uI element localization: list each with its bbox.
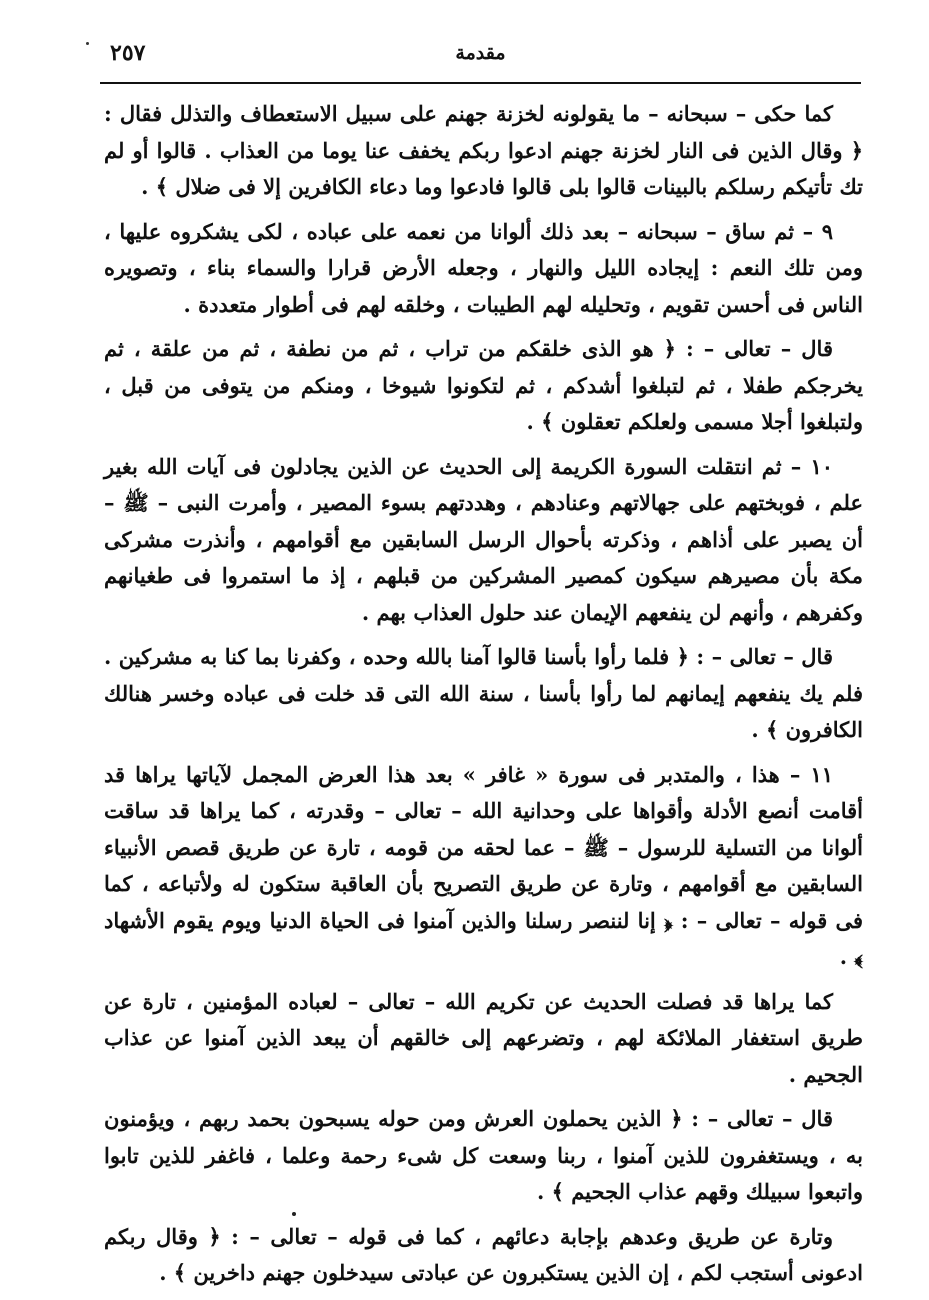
header-rule	[100, 82, 861, 84]
page-header	[100, 36, 861, 76]
body-text	[104, 96, 863, 1300]
running-head: مقدمة	[455, 42, 506, 64]
stray-ink-mark	[86, 42, 89, 45]
paragraph-quote-throne: قال – تعالى – : ﴿ الذين يحملون العرش ومن حوله يسبحون بحمد ربهم ، ويؤمنون به ، ويستغفرون للذين آمنوا ، ربنا وسعت كل شىء رحمة وعلما ، فاغفر للذين تابوا واتبعوا سبيلك وقهم عذاب الجحيم ﴾ .	[104, 1106, 863, 1204]
paragraph-10: ١٠ – ثم انتقلت السورة الكريمة إلى الحديث عن الذين يجادلون فى آيات الله بغير علم ، فوبختهم على جهالاتهم وعنادهم ، وهددتهم بسوء المصير ، وأمرت النبى – ﷺ – أن يصبر على أذاهم ، وذكرته بأحوال الرسل السابقين مع أقوامهم ، وأنذرت مشركى مكة بأن مصيرهم سيكون كمصير المشركين من قبلهم ، إذ ما استمروا فى طغيانهم وكفرهم ، وأنهم لن ينفعهم الإيمان عند حلول العذاب بهم .	[104, 453, 863, 625]
paragraph-9: ٩ – ثم ساق – سبحانه – بعد ذلك ألوانا من نعمه على عباده ، لكى يشكروه عليها ، ومن تلك النعم : إيجاده الليل والنهار ، وجعله الأرض قرارا والسماء بناء ، وتصويره الناس فى أحسن تقويم ، وتحليله لهم الطيبات ، وخلقه لهم فى أطوار متعددة .	[104, 218, 863, 317]
paragraph-angels-intro: كما يراها قد فصلت الحديث عن تكريم الله – تعالى – لعباده المؤمنين ، تارة عن طريق استغفار الملائكة لهم ، وتضرعهم إلى خالقهم أن يبعد الذين آمنوا عن عذاب الجحيم .	[104, 988, 863, 1087]
footer-dot	[292, 1212, 296, 1216]
paragraph-quote-punishment: قال – تعالى – : ﴿ فلما رأوا بأسنا قالوا آمنا بالله وحده ، وكفرنا بما كنا به مشركين . فلم يك ينفعهم إيمانهم لما رأوا بأسنا ، سنة الله التى قد خلت فى عباده وخسر هنالك الكافرون ﴾ .	[104, 644, 863, 742]
paragraph-11: ١١ – هذا ، والمتدبر فى سورة « غافر » بعد هذا العرض المجمل لآياتها يراها قد أقامت أنصع الأدلة وأقواها على وحدانية الله – تعالى – وقدرته ، كما يراها قد ساقت ألوانا من التسلية للرسول – ﷺ – عما لحقه من قومه ، تارة عن طريق قصص الأنبياء السابقين مع أقوامهم ، وتارة عن طريق التصريح بأن العاقبة ستكون له ولأتباعه ، كما فى قوله – تعالى – : ﴿ إنا لننصر رسلنا والذين آمنوا فى الحياة الدنيا ويوم يقوم الأشهاد ﴾ .	[104, 761, 863, 969]
paragraph-intro-quote: كما حكى – سبحانه – ما يقولونه لخزنة جهنم على سبيل الاستعطاف والتذلل فقال : ﴿ وقال الذين فى النار لخزنة جهنم ادعوا ربكم يخفف عنا يوما من العذاب . قالوا أو لم تك تأتيكم رسلكم بالبينات قالوا بلى قالوا فادعوا وما دعاء الكافرين إلا فى ضلال ﴾ .	[104, 101, 864, 199]
page-number: ٢٥٧	[110, 40, 146, 66]
paragraph-quote-creation: قال – تعالى – : ﴿ هو الذى خلقكم من تراب ، ثم من نطفة ، ثم من علقة ، ثم يخرجكم طفلا ، ثم لتبلغوا أشدكم ، ثم لتكونوا شيوخا ، ومنكم من يتوفى من قبل ، ولتبلغوا أجلا مسمى ولعلكم تعقلون ﴾ .	[104, 336, 863, 434]
paragraph-quote-supplication: وتارة عن طريق وعدهم بإجابة دعائهم ، كما فى قوله – تعالى – : ﴿ وقال ربكم ادعونى أستجب لكم ، إن الذين يستكبرون عن عبادتى سيدخلون جهنم داخرين ﴾ .	[104, 1223, 863, 1285]
